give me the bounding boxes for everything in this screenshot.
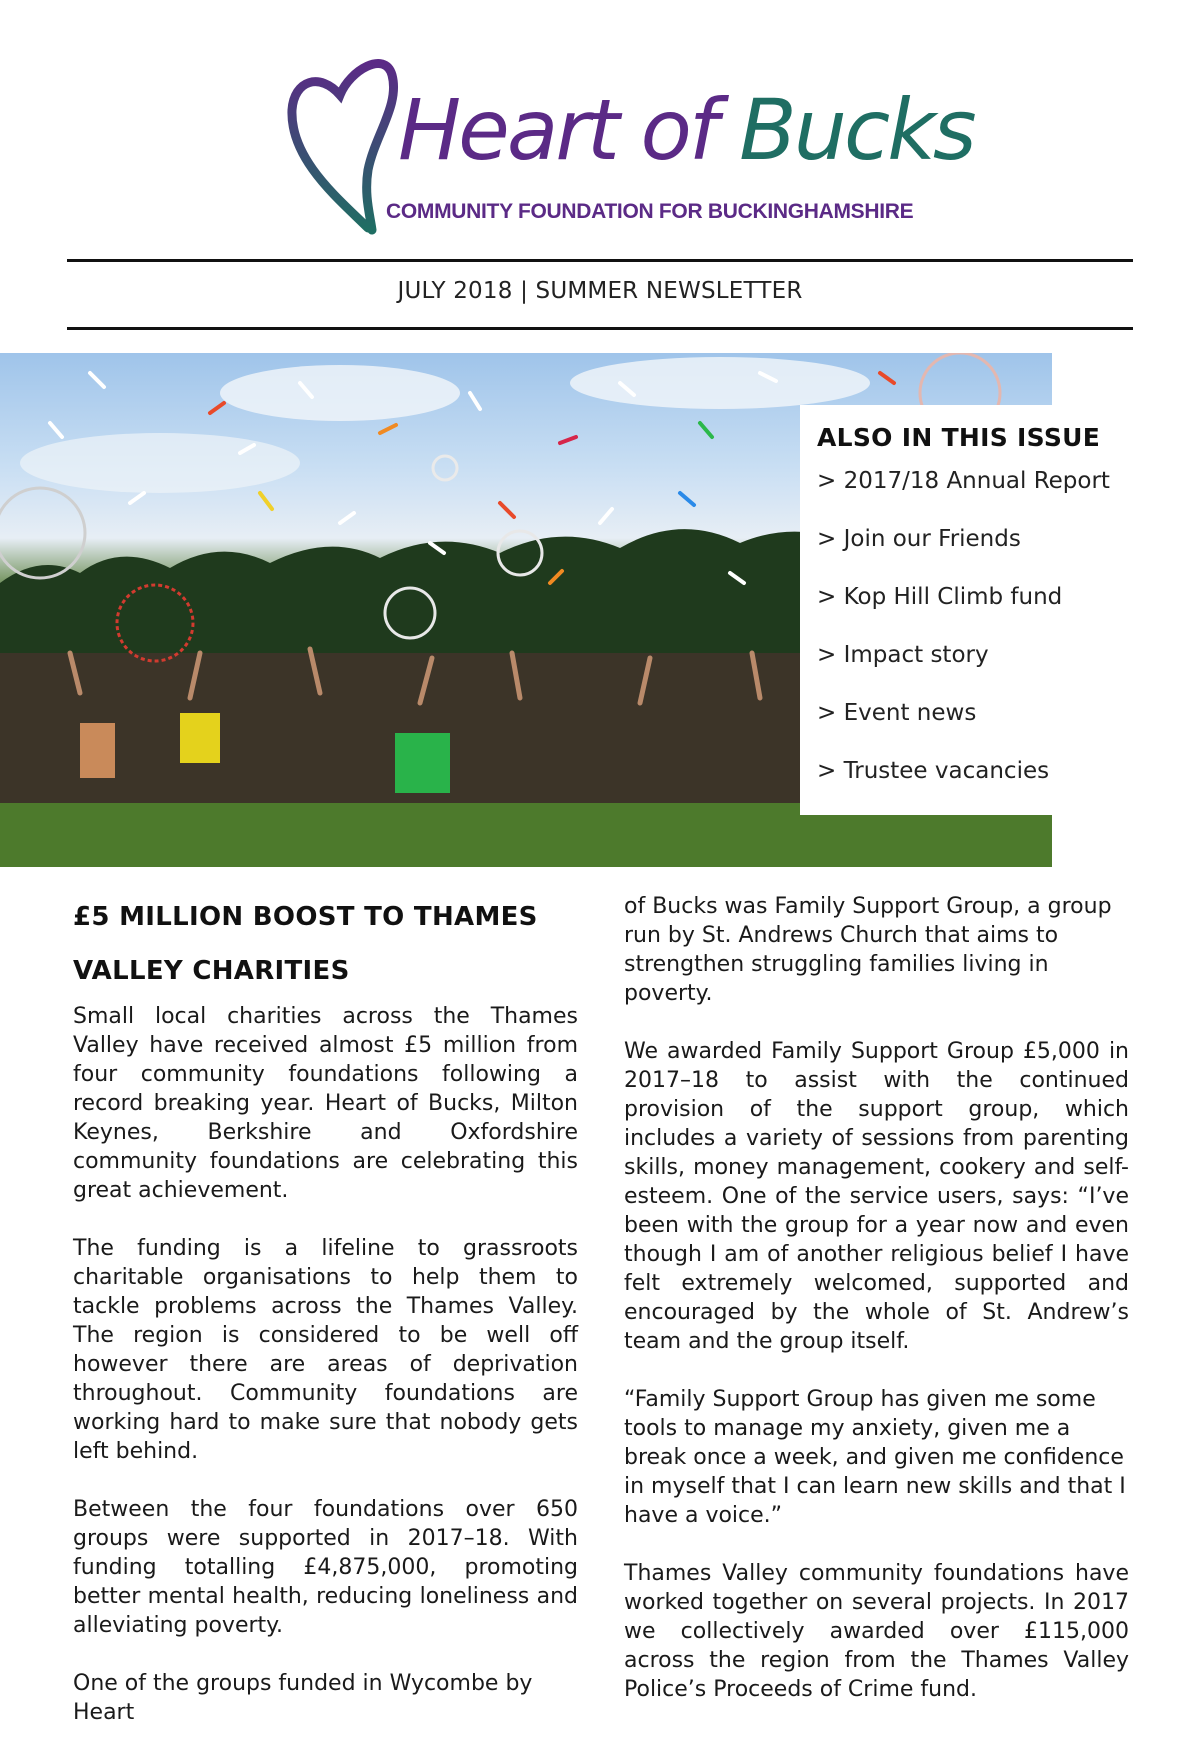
article-paragraph: Between the four foundations over 650 groups were supported in 2017–18. With funding totalling £4,875,000, promoting better mental health, reducing loneliness and alleviating poverty. <box>73 1497 578 1638</box>
sidebar-item-trustee-vacancies[interactable]: > Trustee vacancies <box>817 758 1050 784</box>
issue-line: JULY 2018 | SUMMER NEWSLETTER <box>397 278 803 304</box>
headline-line-2: VALLEY CHARITIES <box>73 956 350 986</box>
sidebar-item-kop-hill[interactable]: > Kop Hill Climb fund <box>817 584 1063 610</box>
article-left-column <box>73 890 578 1756</box>
article-paragraph: One of the groups funded in Wycombe by Heart <box>73 1671 533 1725</box>
sidebar-title: ALSO IN THIS ISSUE <box>817 423 1101 452</box>
headline-line-1: £5 MILLION BOOST TO THAMES <box>73 902 538 932</box>
top-divider <box>67 259 1133 262</box>
article-paragraph: Thames Valley community foundations have worked together on several projects. In 2017 we collectively awarded over £115,000 across the region from the Thames Valley Police’s Proceeds of Crime fund. <box>624 1561 1129 1702</box>
article-paragraph: Small local charities across the Thames Valley have received almost £5 million from four community foundations following a record breaking year. Heart of Bucks, Milton Keynes, Berkshire and Oxfordshire community foundations are celebrating this great achievement. <box>73 1004 578 1203</box>
also-in-this-issue-box <box>800 405 1110 815</box>
brand-name <box>398 81 974 179</box>
article-paragraph: We awarded Family Support Group £5,000 in 2017–18 to assist with the continued provision of the support group, which includes a variety of sessions from parenting skills, money management, cookery and self-esteem. One of the service users, says: “I’ve been with the group for a year now and even though I am of another religious belief I have felt extremely welcomed, supported and encouraged by the whole of St. Andrew’s team and the group itself. <box>624 1039 1129 1354</box>
logo <box>280 50 974 235</box>
quote-paragraph: “Family Support Group has given me some tools to manage my anxiety, given me a break once a week, and given me confidence in myself that I can learn new skills and that I have a voice.” <box>624 1387 1126 1528</box>
brand-name-part2: Bucks <box>739 81 974 179</box>
brand-name-part1: Heart of <box>398 81 716 179</box>
sidebar-item-event-news[interactable]: > Event news <box>817 700 977 726</box>
sidebar-item-impact-story[interactable]: > Impact story <box>817 642 989 668</box>
sidebar-list <box>817 468 1110 816</box>
article-paragraph: of Bucks was Family Support Group, a group run by St. Andrews Church that aims to strengthen struggling families living in poverty. <box>624 894 1112 1006</box>
logo-tagline: COMMUNITY FOUNDATION FOR BUCKINGHAMSHIRE <box>386 200 914 223</box>
article-right-column <box>624 892 1129 1733</box>
article-headline <box>73 890 578 998</box>
sidebar-item-annual-report[interactable]: > 2017/18 Annual Report <box>817 468 1110 494</box>
bottom-divider <box>67 327 1133 330</box>
sidebar-item-join-friends[interactable]: > Join our Friends <box>817 526 1021 552</box>
article-paragraph: The funding is a lifeline to grassroots charitable organisations to help them to tackle problems across the Thames Valley. The region is considered to be well off however there are areas of deprivation throughout. Community foundations are working hard to make sure that nobody gets left behind. <box>73 1236 578 1464</box>
